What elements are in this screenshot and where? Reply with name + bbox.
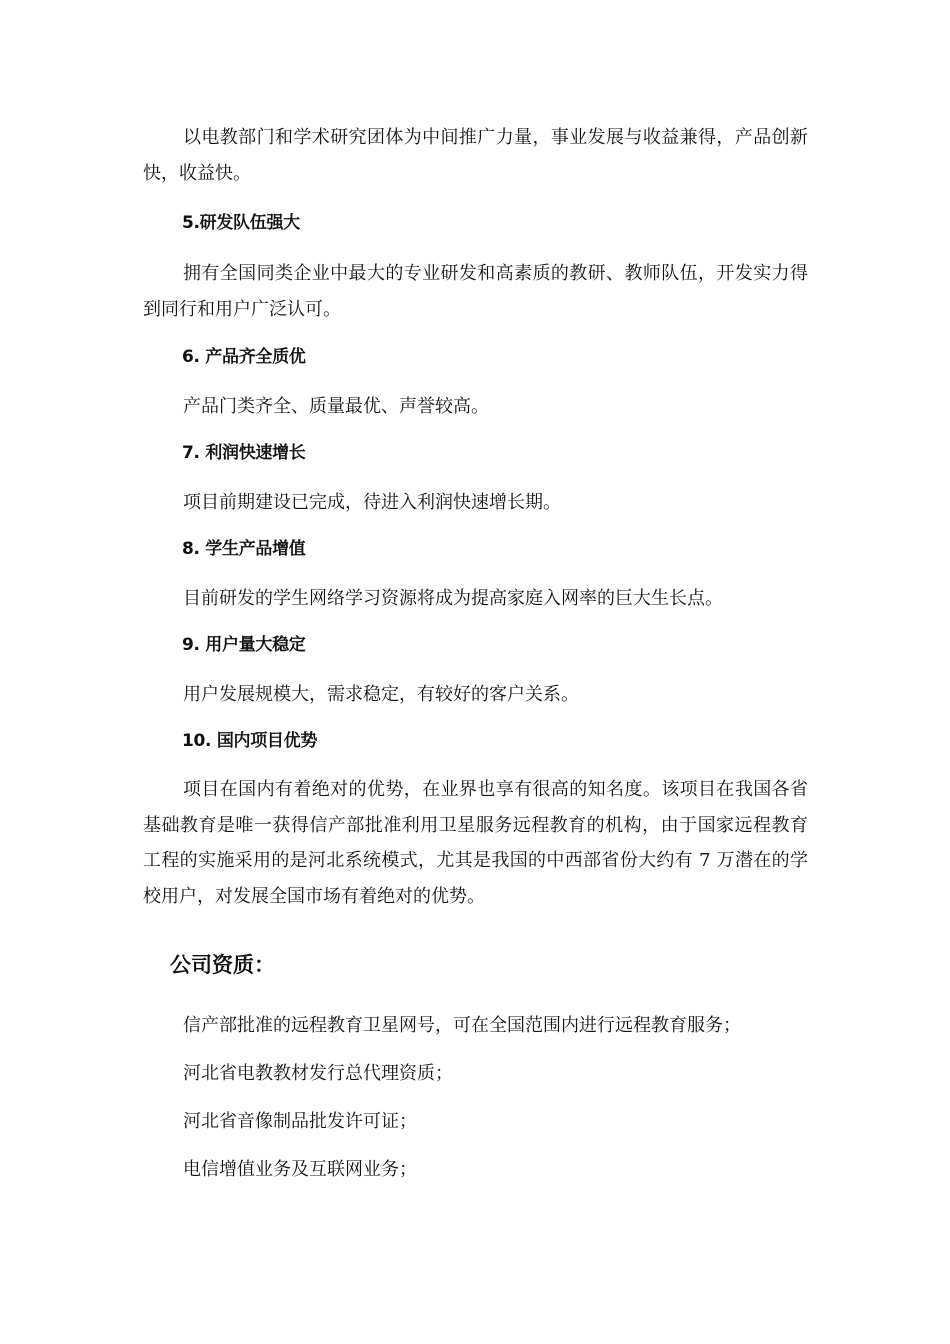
advantage-text-7: 项目前期建设已完成，待进入利润快速增长期。 xyxy=(183,492,561,513)
qualification-item: 河北省音像制品批发许可证； xyxy=(183,1111,417,1132)
advantage-text-8: 目前研发的学生网络学习资源将成为提高家庭入网率的巨大生长点。 xyxy=(183,588,723,609)
advantage-heading-9: 9. 用户量大稳定 xyxy=(182,635,306,655)
advantage-text-10: 项目在国内有着绝对的优势，在业界也享有很高的知名度。该项目在我国各省基础教育是唯一获得信产部批准利用卫星服务远程教育的机构，由于国家远程教育工程的实施采用的是河北系统模式，尤其是我国的中西部省份大约有 7 万潜在的学校用户，对发展全国市场有着绝对的优势。 xyxy=(143,779,808,907)
intro-paragraph: 以电教部门和学术研究团体为中间推广力量，事业发展与收益兼得，产品创新快，收益快。 xyxy=(143,127,808,184)
qualifications-title: 公司资质： xyxy=(170,953,275,977)
advantage-heading-6: 6. 产品齐全质优 xyxy=(182,347,306,367)
advantage-text-5: 拥有全国同类企业中最大的专业研发和高素质的教研、教师队伍，开发实力得到同行和用户广泛认可。 xyxy=(143,263,808,320)
qualification-item: 河北省电教教材发行总代理资质； xyxy=(183,1063,453,1084)
advantage-text-9: 用户发展规模大，需求稳定，有较好的客户关系。 xyxy=(183,684,579,705)
qualification-item: 信产部批准的远程教育卫星网号，可在全国范围内进行远程教育服务； xyxy=(183,1015,741,1036)
advantage-heading-7: 7. 利润快速增长 xyxy=(182,443,306,463)
advantage-text-6: 产品门类齐全、质量最优、声誉较高。 xyxy=(183,396,489,417)
advantage-heading-8: 8. 学生产品增值 xyxy=(182,539,306,559)
qualification-item: 电信增值业务及互联网业务； xyxy=(183,1159,417,1180)
advantage-heading-10: 10. 国内项目优势 xyxy=(182,731,318,751)
advantage-heading-5: 5.研发队伍强大 xyxy=(182,213,300,233)
